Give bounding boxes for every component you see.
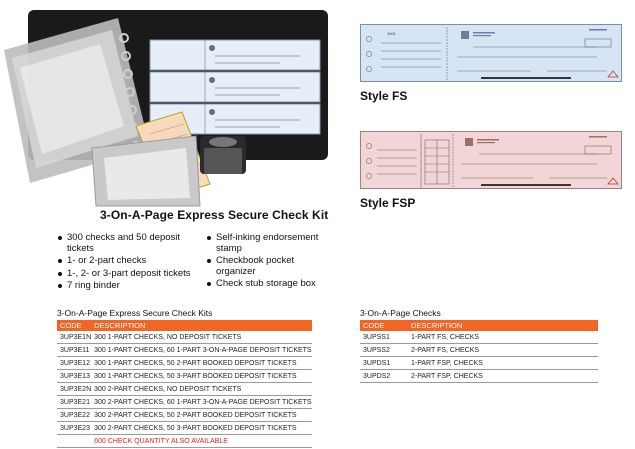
security-icon	[608, 71, 618, 77]
style-fs-label: Style FS	[360, 89, 408, 103]
feature-bullet: 1- or 2-part checks	[57, 256, 197, 267]
column-header-code: CODE	[360, 320, 408, 331]
product-code: 3UP3E22	[57, 409, 91, 422]
product-description: 300 2-PART CHECKS, 50 3-PART BOOKED DEPOSIT TICKETS	[91, 422, 311, 435]
product-description: 1-PART FSP, CHECKS	[408, 357, 598, 370]
product-description: 300 1-PART CHECKS, NO DEPOSIT TICKETS	[91, 331, 311, 344]
table-row	[360, 357, 598, 370]
security-icon	[608, 178, 618, 184]
column-header-code: CODE	[57, 320, 91, 331]
style-fs-check-image	[360, 24, 622, 82]
table-header-row	[57, 320, 312, 331]
product-code: 3UPSS2	[360, 344, 408, 357]
column-header-description: DESCRIPTION	[91, 320, 311, 331]
table-row	[57, 396, 312, 409]
check-artwork	[361, 25, 622, 82]
table-row	[57, 344, 312, 357]
feature-bullet: 7 ring binder	[57, 281, 197, 292]
product-code: 3UP3E1N	[57, 331, 91, 344]
product-code: 3UP3E23	[57, 422, 91, 435]
checks-table-title: 3-On-A-Page Checks	[360, 308, 441, 318]
table-row	[360, 370, 598, 383]
column-header-description: DESCRIPTION	[408, 320, 598, 331]
product-description: 300 2-PART CHECKS, 50 2-PART BOOKED DEPOSIT TICKETS	[91, 409, 311, 422]
table-header-row	[360, 320, 598, 331]
table-row	[57, 409, 312, 422]
product-description: 300 2-PART CHECKS, 60 1-PART 3-ON-A-PAGE DEPOSIT TICKETS	[91, 396, 311, 409]
feature-bullet: 1-, 2- or 3-part deposit tickets	[57, 269, 197, 280]
product-code: 3UP3E2N	[57, 383, 91, 396]
checks-table	[360, 320, 598, 383]
table-row	[57, 383, 312, 396]
table-row	[360, 331, 598, 344]
product-description: 300 1-PART CHECKS, 50 3-PART BOOKED DEPOSIT TICKETS	[91, 370, 311, 383]
table-row	[57, 422, 312, 435]
kit-features-left	[57, 233, 197, 294]
style-fsp-label: Style FSP	[360, 196, 416, 210]
table-row	[57, 331, 312, 344]
product-photo	[0, 8, 340, 208]
quantity-note: 600 CHECK QUANTITY ALSO AVAILABLE	[91, 435, 311, 448]
stamp	[200, 136, 246, 174]
table-note-row	[57, 435, 312, 448]
product-code: 3UP3E12	[57, 357, 91, 370]
product-description: 2-PART FSP, CHECKS	[408, 370, 598, 383]
product-description: 2-PART FS, CHECKS	[408, 344, 598, 357]
check-number: 1001	[387, 31, 396, 36]
kit-features-right	[206, 233, 336, 292]
table-row	[57, 370, 312, 383]
kits-table	[57, 320, 312, 448]
product-code: 3UPDS1	[360, 357, 408, 370]
product-code: 3UP3E21	[57, 396, 91, 409]
feature-bullet: Checkbook pocket organizer	[206, 256, 336, 277]
check-artwork	[361, 132, 622, 189]
style-fsp-check-image	[360, 131, 622, 189]
product-description: 300 1-PART CHECKS, 50 2-PART BOOKED DEPOSIT TICKETS	[91, 357, 311, 370]
table-row	[360, 344, 598, 357]
product-description: 300 1-PART CHECKS, 60 1-PART 3-ON-A-PAGE DEPOSIT TICKETS	[91, 344, 311, 357]
product-description: 300 2-PART CHECKS, NO DEPOSIT TICKETS	[91, 383, 311, 396]
product-code: 3UPSS1	[360, 331, 408, 344]
table-row	[57, 357, 312, 370]
product-code: 3UP3E11	[57, 344, 91, 357]
kit-title: 3-On-A-Page Express Secure Check Kit	[100, 208, 329, 222]
feature-bullet: Check stub storage box	[206, 279, 336, 290]
kits-table-title: 3-On-A-Page Express Secure Check Kits	[57, 308, 213, 318]
feature-bullet: Self-inking endorsement stamp	[206, 233, 336, 254]
product-code: 3UPDS2	[360, 370, 408, 383]
product-code: 3UP3E13	[57, 370, 91, 383]
feature-bullet: 300 checks and 50 deposit tickets	[57, 233, 197, 254]
product-description: 1-PART FS, CHECKS	[408, 331, 598, 344]
